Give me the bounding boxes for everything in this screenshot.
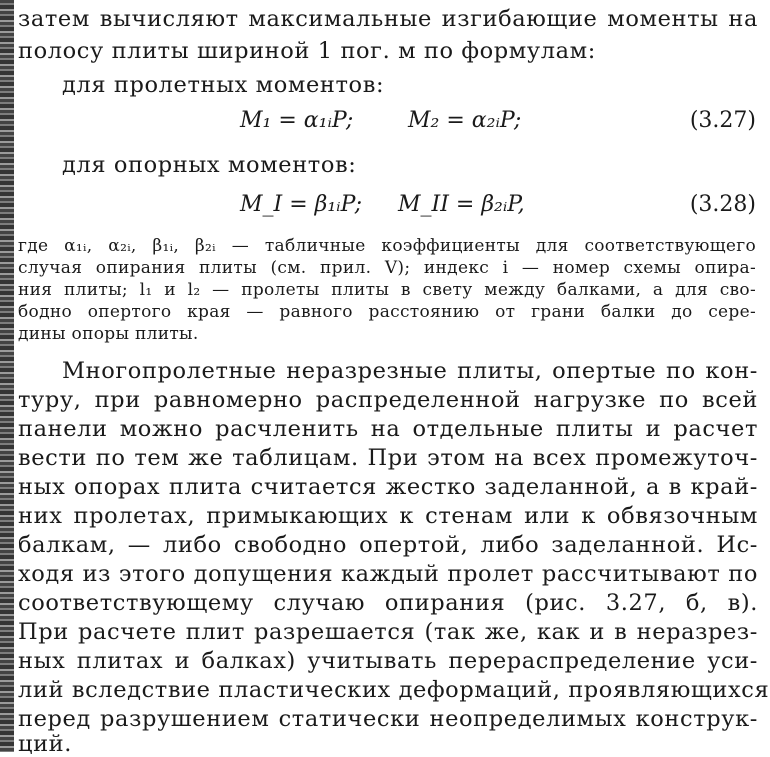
formula-1-right — [408, 108, 521, 133]
formula-1-left — [240, 108, 353, 133]
paragraph-line-5: ных опорах плита считается жестко заделанной, а в край- — [18, 474, 758, 500]
equation-number-2: (3.28) — [689, 192, 756, 217]
span-moments-label: для пролетных моментов: — [62, 72, 385, 98]
paragraph-line-12: лий вследствие пластических деформаций, проявляющихся — [18, 677, 770, 703]
paragraph-line-4: вести по тем же таблицам. При этом на всех промежуточ- — [18, 445, 758, 471]
paragraph-line-8: ходя из этого допущения каждый пролет рассчитывают по — [18, 561, 758, 587]
equation-number-1: (3.27) — [689, 108, 756, 133]
paragraph-line-9: соответствующему случаю опирания (рис. 3.27, б, в). — [18, 590, 758, 616]
paragraph-line-6: них пролетах, примыкающих к стенам или к обвязочным — [18, 503, 758, 529]
formula-2-left-text: M_I = β₁ᵢP; — [240, 192, 363, 217]
paragraph-line-7: балкам, — либо свободно опертой, либо заделанной. Ис- — [18, 532, 758, 558]
intro-line-2: полосу плиты шириной 1 пог. м по формулам: — [18, 38, 596, 64]
paragraph-line-13: перед разрушением статически неопределимых конструк- — [18, 706, 758, 732]
formula-1-right-text: M₂ = α₂ᵢP; — [408, 108, 522, 133]
formula-2-right-text: M_II = β₂ᵢP, — [398, 192, 525, 217]
paragraph-line-14: ций. — [18, 731, 73, 757]
where-line-5: дины опоры плиты. — [18, 324, 199, 344]
intro-line-1: затем вычисляют максимальные изгибающие моменты на — [18, 6, 758, 32]
where-line-3: ния плиты; l₁ и l₂ — пролеты плиты в свету между балками, а для сво- — [18, 280, 756, 300]
formula-1-left-text: M₁ = α₁ᵢP; — [240, 108, 354, 133]
paragraph-line-11: ных плитах и балках) учитывать перераспределение уси- — [18, 648, 758, 674]
where-line-4: бодно опертого края — равного расстоянию от грани балки до сере- — [18, 302, 756, 322]
scan-edge — [0, 0, 14, 752]
paragraph-line-10: При расчете плит разрешается (так же, как и в неразрез- — [18, 619, 758, 645]
where-line-2: случая опирания плиты (см. прил. V); индекс i — номер схемы опира- — [18, 258, 756, 278]
formula-2-right — [398, 192, 525, 217]
paragraph-line-1: Многопролетные неразрезные плиты, опертые по кон- — [62, 358, 758, 384]
paragraph-line-3: панели можно расчленить на отдельные плиты и расчет — [18, 416, 758, 442]
support-moments-label: для опорных моментов: — [62, 152, 357, 178]
formula-2-left — [240, 192, 362, 217]
paragraph-line-2: туру, при равномерно распределенной нагрузке по всей — [18, 387, 758, 413]
where-line-1: где α₁ᵢ, α₂ᵢ, β₁ᵢ, β₂ᵢ — табличные коэффициенты для соответствующего — [18, 236, 756, 256]
